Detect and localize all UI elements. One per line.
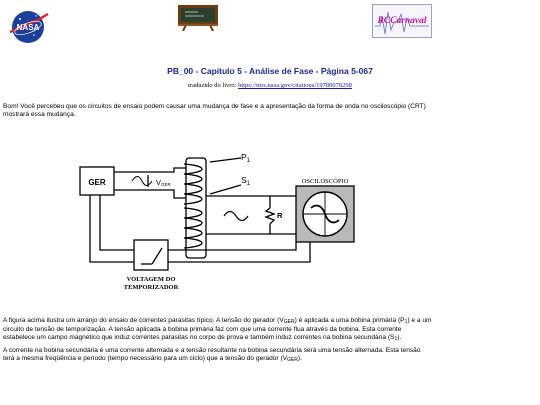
ac-source-sine bbox=[132, 177, 152, 186]
page-title: PB_00 - Capítulo 5 - Análise de Fase - Página 5-067 bbox=[167, 66, 373, 76]
blackboard-icon[interactable] bbox=[174, 3, 222, 31]
source-line bbox=[0, 82, 540, 89]
s1-label: $S_1$ bbox=[241, 175, 251, 187]
secondary-coil-windings bbox=[184, 208, 202, 248]
eddy-current-test-circuit-diagram bbox=[78, 150, 363, 295]
timer-label-line2: TEMPORIZADOR bbox=[123, 284, 179, 291]
oscilloscope-label: OSCILOSCÓPIO bbox=[301, 178, 349, 185]
secondary-voltage-paragraph: A corrente na bobina secundária é uma corrente alternada e a tensão resultante na bobina secundária será uma tensão alternada. Esta tensão terá a mesma freqüência e período (tempo necessário para um ciclo) que a tensão do gerador $(V_{GER})$. bbox=[3, 347, 421, 364]
nasa-logo-text: NASA bbox=[16, 23, 40, 32]
primary-coil-windings bbox=[184, 164, 202, 204]
timer-label-line1: VOLTAGEM DO bbox=[126, 276, 176, 283]
generator-label: GER bbox=[88, 178, 106, 187]
vger-label: VGER bbox=[156, 178, 171, 187]
resistor-label: R bbox=[277, 211, 283, 220]
timer-box bbox=[134, 240, 168, 270]
resistor bbox=[266, 208, 274, 224]
secondary-ac-sine bbox=[224, 212, 248, 221]
explanation-paragraph: A figura acima ilustra um arranjo do ensaio de correntes parasitas típico. A tensão do gerador $(V_{GER})$ é aplicada a uma bobina primária $(P_1)$ e a um circuito de tensão de temporização. A tensão aplicada à bobina primária faz com que uma corrente flua através da bobina. Esta corrente estabelece um campo magnético que induz correntes parasitas no corpo de prova e também induz correntes na bobina secundária $(S_1)$. bbox=[3, 317, 432, 343]
rccarnaval-logo bbox=[372, 4, 432, 38]
source-prefix: traduzido do livro: bbox=[188, 82, 237, 89]
nasa-logo bbox=[6, 6, 50, 48]
p1-label: $P_1$ bbox=[241, 152, 251, 164]
intro-paragraph: Bom! Você percebeu que os circuitos de ensaio podem causar uma mudança de fase e a apresentação da forma de onda no osciloscópio (CRT) mostrará essa mudança. bbox=[3, 103, 426, 119]
source-link[interactable]: https://ntrs.nasa.gov/citations/19780078298 bbox=[238, 82, 352, 89]
rccarnaval-logo-text: RCCarnaval bbox=[377, 16, 427, 26]
